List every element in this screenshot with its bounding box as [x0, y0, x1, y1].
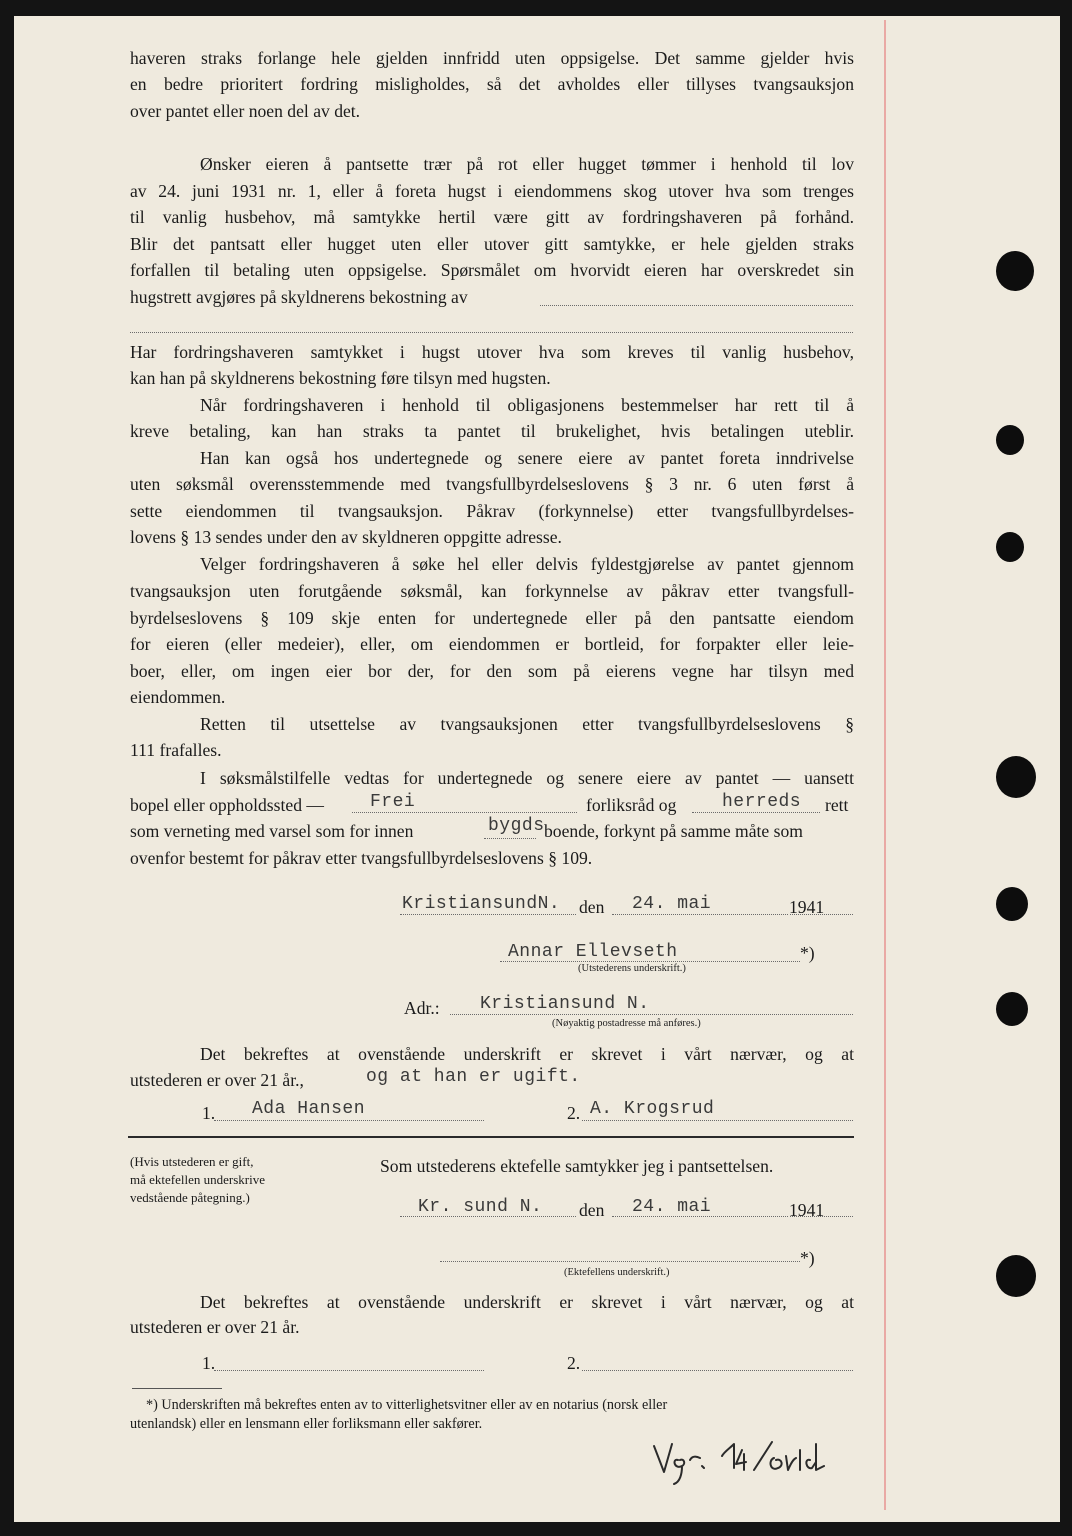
- address-label: Adr.:: [404, 998, 440, 1018]
- text-line: Ønsker eieren å pantsette trær på rot eller hugget tømmer i henhold til lov: [200, 154, 854, 174]
- signature-line: [214, 1370, 484, 1371]
- witness-number: 2.: [567, 1103, 581, 1123]
- footnote-marker: *): [800, 943, 815, 963]
- signature-line: [582, 1370, 853, 1371]
- text-line: over pantet eller noen del av det.: [130, 101, 361, 121]
- issue-year: 1941: [789, 897, 825, 917]
- signature-caption: (Utstederens underskrift.): [578, 963, 686, 974]
- handwritten-note: [650, 1436, 870, 1486]
- text-line: Det bekreftes at ovenstående underskrift er skrevet i vårt nærvær, og at: [200, 1292, 854, 1312]
- text-line: utstederen er over 21 år.,: [130, 1070, 304, 1090]
- text-line: eiendommen.: [130, 687, 226, 707]
- venue-mid: forliksråd og: [586, 795, 677, 815]
- binder-hole: [996, 887, 1028, 921]
- text-line: Blir det pantsatt eller hugget uten eller utover gitt samtykke, er hele gjelden straks: [130, 234, 854, 254]
- witness-number: 2.: [567, 1353, 581, 1373]
- text-line: Velger fordringshaveren å søke hel eller delvis fyldestgjørelse av pantet gjennom: [200, 554, 854, 574]
- text-line: forfallen til betaling uten oppsigelse. Spørsmålet om hvorvidt eieren har overskredet sin: [130, 260, 854, 280]
- text-line: kan han på skyldnerens bekostning føre tilsyn med hugsten.: [130, 368, 551, 388]
- text-line: til vanlig husbehov, må samtykke hertil være gitt av fordringshaveren på forhånd.: [130, 207, 854, 227]
- spouse-side-note: vedstående påtegning.): [130, 1190, 250, 1205]
- address-caption: (Nøyaktig postadresse må anføres.): [552, 1018, 701, 1029]
- text-line: Retten til utsettelse av tvangsauksjonen etter tvangsfullbyrdelseslovens §: [200, 714, 854, 734]
- venue-area: bygds: [488, 816, 545, 836]
- venue-suffix: rett: [825, 795, 849, 815]
- handwriting-scribble: [650, 1436, 870, 1486]
- footnote-divider: [132, 1388, 222, 1389]
- spouse-side-note: (Hvis utstederen er gift,: [130, 1154, 254, 1169]
- text-line: lovens § 13 sendes under den av skyldneren oppgitte adresse.: [130, 527, 562, 547]
- fill-in-line: [540, 305, 853, 306]
- spouse-side-note: må ektefellen underskrive: [130, 1172, 265, 1187]
- text-line: hugstrett avgjøres på skyldnerens bekostning av: [130, 287, 468, 307]
- text-line: utstederen er over 21 år.: [130, 1317, 300, 1337]
- text-line: ovenfor bestemt for påkrav etter tvangsfullbyrdelseslovens § 109.: [130, 848, 593, 868]
- venue-suffix: boende, forkynt på samme måte som: [544, 821, 803, 841]
- footnote-text: utenlandsk) eller en lensmann eller forliksmann eller sakfører.: [130, 1416, 483, 1432]
- text-line: boer, eller, om ingen eier bor der, for den som på eierens vegne har tilsyn med: [130, 661, 854, 681]
- den-label: den: [579, 897, 605, 917]
- text-line: kreve betaling, kan han straks ta pantet til brukelighet, hvis betalingen uteblir.: [130, 421, 854, 441]
- margin-rule: [884, 20, 886, 1510]
- issue-place: KristiansundN.: [402, 894, 561, 914]
- den-label: den: [579, 1200, 605, 1220]
- issue-date: 24. mai: [632, 894, 712, 914]
- text-line: Han kan også hos undertegnede og senere eiere av pantet foreta inndrivelse: [200, 448, 854, 468]
- text-line: Når fordringshaveren i henhold til obligasjonens bestemmelser har rett til å: [200, 395, 854, 415]
- witness-name: A. Krogsrud: [590, 1099, 715, 1119]
- witness-name: Ada Hansen: [252, 1099, 366, 1119]
- binder-hole: [996, 532, 1024, 562]
- text-line: av 24. juni 1931 nr. 1, eller å foreta hugst i eiendommens skog utover hva som trenges: [130, 181, 854, 201]
- footnote-marker: *): [800, 1248, 815, 1268]
- text-line: uten søksmål overensstemmende med tvangsfullbyrdelseslovens § 3 nr. 6 uten først å: [130, 474, 854, 494]
- witness-number: 1.: [202, 1103, 216, 1123]
- text-line: for eieren (eller medeier), eller, om eiendommen er bortleid, for forpakter eller leie-: [130, 634, 854, 654]
- binder-hole: [996, 251, 1034, 291]
- text-line: en bedre prioritert fordring misligholdes, så det avholdes eller tillyses tvangsauksjon: [130, 74, 854, 94]
- binder-hole: [996, 756, 1036, 798]
- typed-addition: og at han er ugift.: [366, 1067, 581, 1087]
- witness-number: 1.: [202, 1353, 216, 1373]
- signature-caption: (Ektefellens underskrift.): [564, 1267, 670, 1278]
- venue-prefix: som verneting med varsel som for innen: [130, 821, 414, 841]
- text-line: sette eiendommen til tvangsauksjon. Påkrav (forkynnelse) etter tvangsfullbyrdelses-: [130, 501, 854, 521]
- text-line: Har fordringshaveren samtykket i hugst utover hva som kreves til vanlig husbehov,: [130, 342, 854, 362]
- text-line: I søksmålstilfelle vedtas for undertegnede og senere eiere av pantet — uansett: [200, 768, 854, 788]
- court-place: Frei: [370, 792, 416, 812]
- issuer-address: Kristiansund N.: [480, 994, 650, 1014]
- spouse-place: Kr. sund N.: [418, 1197, 543, 1217]
- signature-line: [582, 1120, 853, 1121]
- binder-hole: [996, 992, 1028, 1026]
- binder-hole: [996, 1255, 1036, 1297]
- spouse-date: 24. mai: [632, 1197, 712, 1217]
- text-line: haveren straks forlange hele gjelden innfridd uten oppsigelse. Det samme gjelder hvis: [130, 48, 854, 68]
- fill-in-line: [400, 1216, 576, 1217]
- section-divider: [128, 1136, 854, 1138]
- footnote-text: *) Underskriften må bekreftes enten av to vitterlighetsvitner eller av en notarius (norsk eller: [146, 1397, 668, 1413]
- fill-in-line: [130, 332, 853, 333]
- text-line: tvangsauksjon uten forutgående søksmål, kan forkynnelse av påkrav etter tvangsfull-: [130, 581, 854, 601]
- signature-line: [214, 1120, 484, 1121]
- venue-prefix: bopel eller oppholdssted —: [130, 795, 324, 815]
- spouse-year: 1941: [789, 1200, 825, 1220]
- signature-line: [440, 1261, 800, 1262]
- text-line: Det bekreftes at ovenstående underskrift er skrevet i vårt nærvær, og at: [200, 1044, 854, 1064]
- text-line: byrdelseslovens § 109 skje enten for undertegnede eller på den pantsatte eiendom: [130, 608, 854, 628]
- spouse-consent: Som utstederens ektefelle samtykker jeg i pantsettelsen.: [380, 1156, 774, 1176]
- binder-hole: [996, 425, 1024, 455]
- fill-in-line: [400, 914, 576, 915]
- court-type: herreds: [722, 792, 802, 812]
- fill-in-line: [484, 838, 536, 839]
- text-line: 111 frafalles.: [130, 740, 222, 760]
- issuer-signature: Annar Ellevseth: [508, 942, 678, 962]
